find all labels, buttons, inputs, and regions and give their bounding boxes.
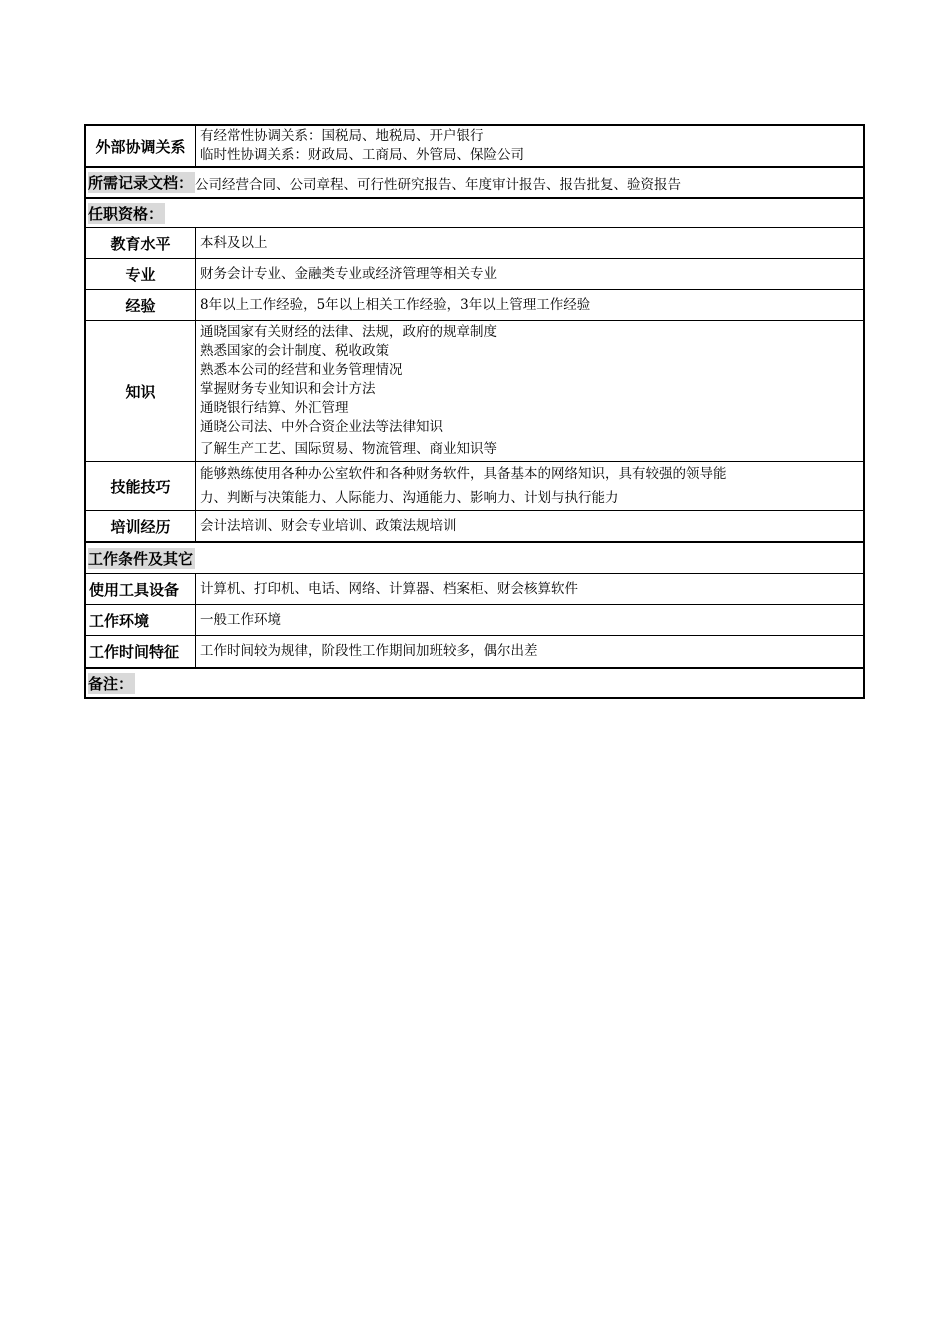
education-label: 教育水平 [86, 228, 196, 258]
skills-content [196, 462, 863, 510]
environment-value: 一般工作环境 [200, 611, 281, 628]
conditions-title: 工作条件及其它 [88, 549, 194, 568]
conditions-header [86, 543, 195, 573]
external-coordination-label: 外部协调关系 [86, 126, 196, 166]
major-row [86, 258, 863, 289]
remarks-cell [86, 669, 135, 697]
knowledge-line: 熟悉国家的会计制度、税收政策 [200, 343, 389, 359]
skills-line: 能够熟练使用各种办公室软件和各种财务软件，具备基本的网络知识，具有较强的领导能 [200, 466, 727, 482]
hours-row [86, 635, 863, 667]
knowledge-line: 了解生产工艺、国际贸易、物流管理、商业知识等 [200, 441, 497, 457]
records-label: 所需记录文档： [88, 174, 194, 192]
tools-label: 使用工具设备 [86, 574, 196, 604]
knowledge-line: 通晓公司法、中外合资企业法等法律知识 [200, 419, 443, 435]
training-row [86, 510, 863, 541]
experience-row [86, 289, 863, 320]
training-value: 会计法培训、财会专业培训、政策法规培训 [200, 517, 457, 534]
records-cell [86, 168, 681, 197]
knowledge-label: 知识 [86, 321, 196, 461]
hours-label: 工作时间特征 [86, 636, 196, 667]
knowledge-line: 熟悉本公司的经营和业务管理情况 [200, 362, 403, 378]
remarks-row [86, 667, 863, 697]
external-coordination-content [196, 126, 863, 166]
skills-row [86, 461, 863, 510]
experience-value: 8年以上工作经验，5年以上相关工作经验，3年以上管理工作经验 [200, 296, 591, 313]
knowledge-line: 通晓国家有关财经的法律、法规，政府的规章制度 [200, 324, 497, 340]
external-coordination-row [86, 126, 863, 166]
education-row [86, 227, 863, 258]
conditions-header-row [86, 541, 863, 573]
major-value: 财务会计专业、金融类专业或经济管理等相关专业 [200, 265, 497, 282]
environment-row [86, 604, 863, 635]
knowledge-row [86, 320, 863, 461]
job-description-table [84, 124, 865, 699]
qualifications-title: 任职资格： [88, 204, 164, 223]
records-value: 公司经营合同、公司章程、可行性研究报告、年度审计报告、报告批复、验资报告 [195, 176, 682, 193]
tools-row [86, 573, 863, 604]
qualifications-header [86, 199, 165, 227]
knowledge-line: 掌握财务专业知识和会计方法 [200, 381, 376, 397]
skills-line: 力、判断与决策能力、人际能力、沟通能力、影响力、计划与执行能力 [200, 490, 619, 506]
external-line: 临时性协调关系：财政局、工商局、外管局、保险公司 [200, 147, 524, 163]
knowledge-content [196, 321, 863, 461]
qualifications-header-row [86, 197, 863, 227]
experience-label: 经验 [86, 290, 196, 320]
skills-label: 技能技巧 [86, 462, 196, 510]
environment-label: 工作环境 [86, 605, 196, 635]
training-label: 培训经历 [86, 511, 196, 541]
education-value: 本科及以上 [200, 234, 268, 251]
knowledge-line: 通晓银行结算、外汇管理 [200, 400, 349, 416]
major-label: 专业 [86, 259, 196, 289]
tools-value: 计算机、打印机、电话、网络、计算器、档案柜、财会核算软件 [200, 580, 578, 597]
hours-value: 工作时间较为规律，阶段性工作期间加班较多，偶尔出差 [200, 643, 538, 659]
records-row [86, 166, 863, 197]
external-line: 有经常性协调关系：国税局、地税局、开户银行 [200, 128, 484, 144]
remarks-label: 备注： [88, 674, 134, 693]
